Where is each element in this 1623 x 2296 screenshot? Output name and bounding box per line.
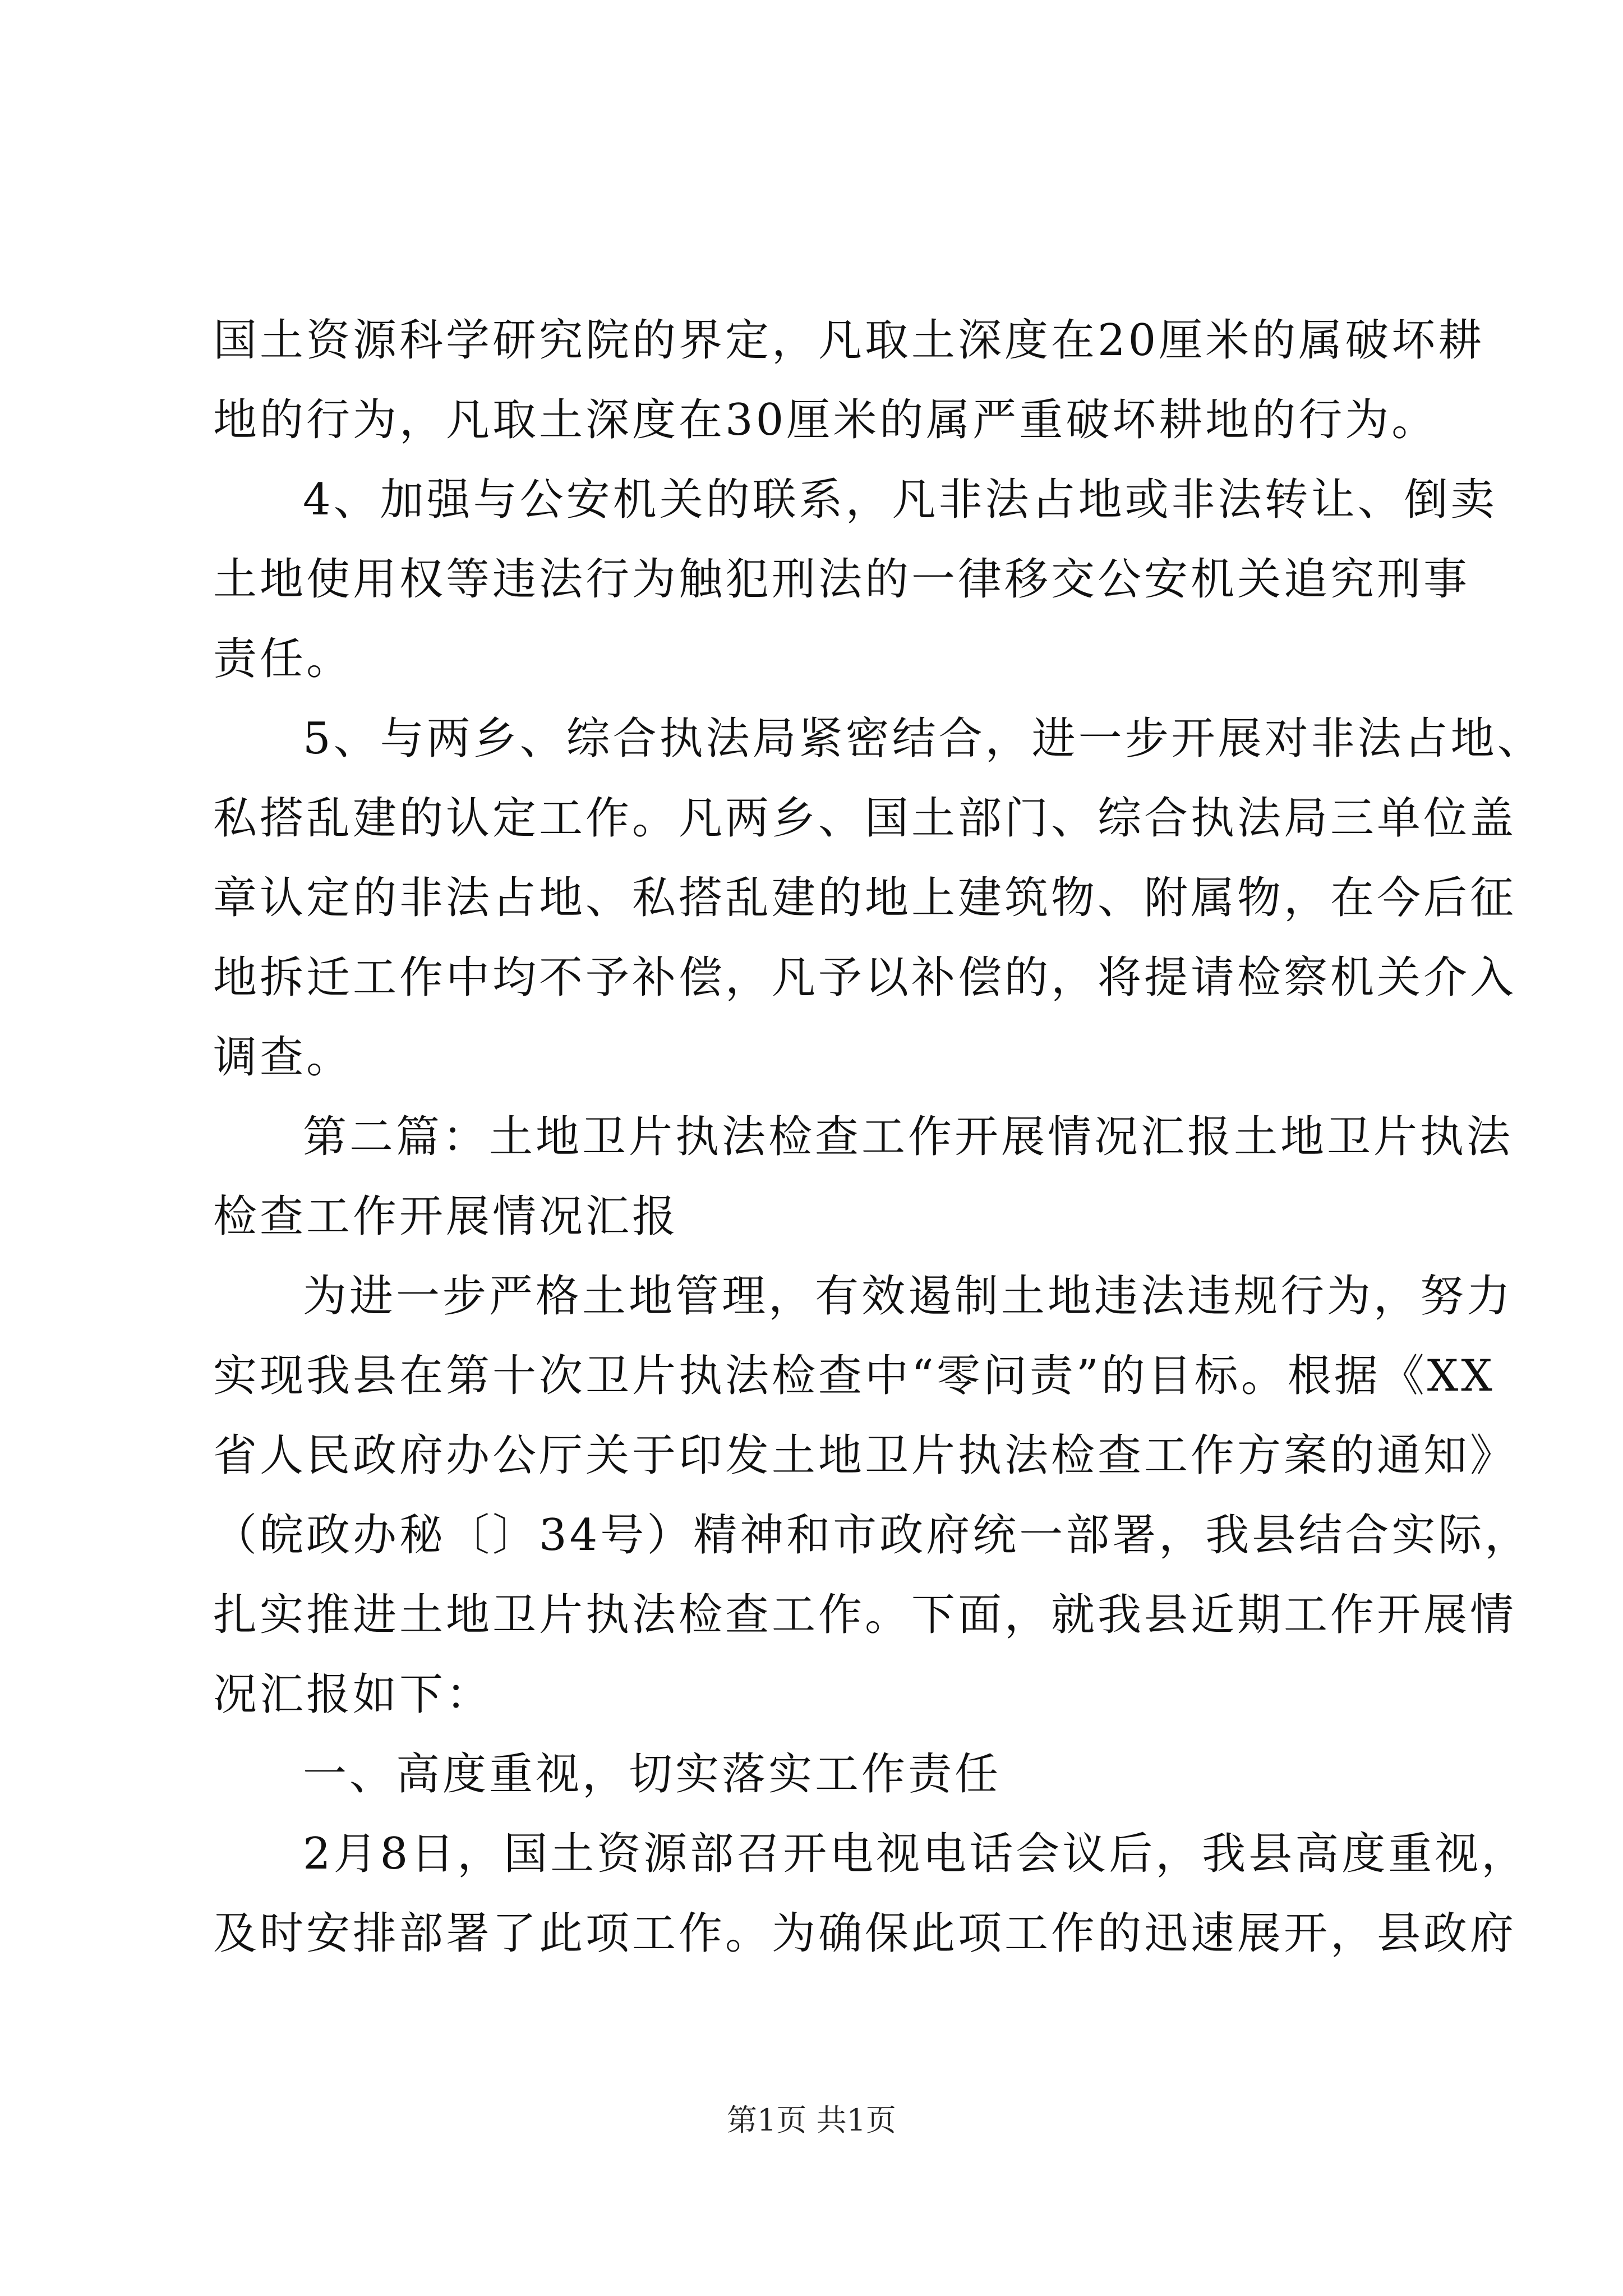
text-line: 调查。 <box>213 1032 353 1083</box>
text-line: 私搭乱建的认定工作。凡两乡、国土部门、综合执法局三单位盖 <box>213 793 1517 844</box>
text-line: 章认定的非法占地、私搭乱建的地上建筑物、附属物，在今后征 <box>213 873 1517 923</box>
section-title-line: 检查工作开展情况汇报 <box>213 1191 679 1242</box>
text-line: 扎实推进土地卫片执法检查工作。下面，就我县近期工作开展情 <box>213 1590 1517 1640</box>
text-line: 及时安排部署了此项工作。为确保此项工作的迅速展开，县政府 <box>213 1908 1517 1959</box>
text-line: （皖政办秘〔〕34号）精神和市政府统一部署，我县结合实际， <box>213 1510 1532 1561</box>
text-line: 责任。 <box>213 634 353 684</box>
text-line: 国土资源科学研究院的界定，凡取土深度在20厘米的属破坏耕 <box>213 315 1485 366</box>
text-line: 地拆迁工作中均不予补偿，凡予以补偿的，将提请检察机关介入 <box>213 953 1517 1003</box>
paragraph-start-line: 4、加强与公安机关的联系，凡非法占地或非法转让、倒卖 <box>303 475 1497 525</box>
page-footer: 第1页 共1页 <box>727 2102 896 2138</box>
paragraph-start-line: 5、与两乡、综合执法局紧密结合，进一步开展对非法占地、 <box>303 714 1544 764</box>
paragraph-start-line: 2月8日，国土资源部召开电视电话会议后，我县高度重视， <box>303 1829 1528 1879</box>
text-line: 地的行为，凡取土深度在30厘米的属严重破坏耕地的行为。 <box>213 395 1438 445</box>
heading-line: 一、高度重视，切实落实工作责任 <box>303 1749 1002 1800</box>
document-body <box>213 301 1544 1973</box>
section-title-line: 第二篇：土地卫片执法检查工作开展情况汇报土地卫片执法 <box>303 1112 1514 1162</box>
text-line: 实现我县在第十次卫片执法检查中“零问责”的目标。根据《XX <box>213 1351 1495 1401</box>
paragraph-start-line: 为进一步严格土地管理，有效遏制土地违法违规行为，努力 <box>303 1271 1514 1322</box>
text-line: 土地使用权等违法行为触犯刑法的一律移交公安机关追究刑事 <box>213 554 1470 605</box>
text-line: 省人民政府办公厅关于印发土地卫片执法检查工作方案的通知》 <box>213 1430 1517 1481</box>
text-line: 况汇报如下： <box>213 1669 493 1720</box>
